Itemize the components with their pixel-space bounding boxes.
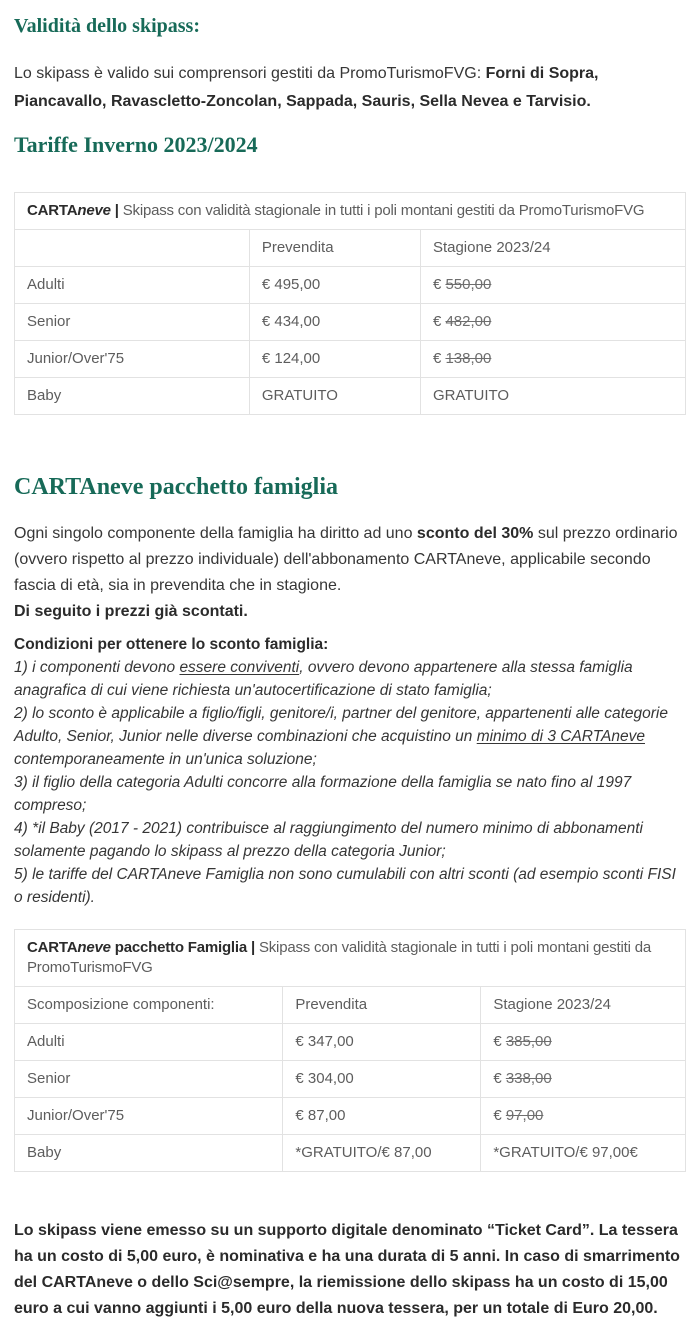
- stagione-cell: € 550,00: [420, 267, 685, 304]
- table-caption-row: [15, 193, 686, 230]
- season-heading: Tariffe Inverno 2023/2024: [14, 132, 258, 157]
- underlined-text: minimo di 3 CARTAneve: [476, 728, 645, 745]
- column-header-category: Scomposizione componenti:: [15, 987, 283, 1024]
- condition-item: 3) il figlio della categoria Adulti concorre alla formazione della famiglia se nato fino al 1997 compreso;: [14, 774, 632, 814]
- prevendita-cell: GRATUITO: [249, 378, 420, 415]
- column-header-stagione: Stagione 2023/24: [481, 987, 686, 1024]
- stagione-cell: € 385,00: [481, 1024, 686, 1061]
- prevendita-cell: € 347,00: [283, 1024, 481, 1061]
- cartaneve-table-section: [14, 192, 686, 415]
- category-cell: Junior/Over'75: [15, 1098, 283, 1135]
- column-header-row: [15, 987, 686, 1024]
- table-row: [15, 1024, 686, 1061]
- stagione-cell: € 338,00: [481, 1061, 686, 1098]
- table-row: [15, 267, 686, 304]
- stagione-cell: € 138,00: [420, 341, 685, 378]
- ticket-card-note: Lo skipass viene emesso su un supporto digitale denominato “Ticket Card”. La tessera ha un costo di 5,00 euro, è nominativa e ha una durata di 5 anni. In caso di smarrimento del CARTAneve o dello Sci@sempre, la riemissione dello skipass ha un costo di 15,00 euro a cui vanno aggiunti i 5,00 euro della nuova tessera, per un totale di Euro 20,00.: [14, 1222, 680, 1317]
- table-row: [15, 1061, 686, 1098]
- category-cell: Adulti: [15, 267, 250, 304]
- stagione-cell: € 482,00: [420, 304, 685, 341]
- struck-price: 550,00: [445, 276, 492, 293]
- struck-price: 385,00: [505, 1033, 552, 1050]
- column-header-stagione: Stagione 2023/24: [420, 230, 685, 267]
- column-header-row: [15, 230, 686, 267]
- struck-price: 138,00: [445, 350, 492, 367]
- cartaneve-price-table: [14, 192, 686, 415]
- family-text-2: sul prezzo ordinario (ovvero rispetto al prezzo individuale) dell'abbonamento CARTAneve, applicabile secondo fascia di età, sia in prevendita che in stagione.: [14, 525, 678, 594]
- condition-item: 2) lo sconto è applicabile a figlio/figli, genitore/i, partner del genitore, appartenenti alle categorie Adulto, Senior, Junior nelle diverse combinazioni che acquistino un minimo di 3 CARTAneve contemporaneamente in un'unica soluzione;: [14, 705, 668, 768]
- struck-price: 338,00: [505, 1070, 552, 1087]
- column-header-category: [15, 230, 250, 267]
- stagione-cell: GRATUITO: [420, 378, 685, 415]
- struck-price: 482,00: [445, 313, 492, 330]
- category-cell: Senior: [15, 1061, 283, 1098]
- condition-item: 4) *il Baby (2017 - 2021) contribuisce al raggiungimento del numero minimo di abbonamenti solamente pagando lo skipass al prezzo della categoria Junior;: [14, 820, 643, 860]
- family-price-table: [14, 929, 686, 1172]
- condition-item: 5) le tariffe del CARTAneve Famiglia non sono cumulabili con altri sconti (ad esempio sconti FISI o residenti).: [14, 866, 676, 906]
- category-cell: Baby: [15, 378, 250, 415]
- table-brand: CARTAneve |: [27, 202, 123, 219]
- validity-heading: Validità dello skipass:: [14, 15, 200, 37]
- family-heading: CARTAneve pacchetto famiglia: [14, 474, 338, 500]
- table-caption: [15, 193, 686, 230]
- family-discount-bold: sconto del 30%: [416, 525, 534, 542]
- stagione-cell: € 97,00: [481, 1098, 686, 1135]
- column-header-prevendita: Prevendita: [283, 987, 481, 1024]
- category-cell: Adulti: [15, 1024, 283, 1061]
- struck-price: 97,00: [505, 1107, 544, 1124]
- stagione-cell: *GRATUITO/€ 97,00€: [481, 1135, 686, 1172]
- table-row: [15, 1135, 686, 1172]
- family-paragraph: [14, 521, 686, 625]
- intro-resorts-bold: Forni di Sopra, Piancavallo, Ravascletto-Zoncolan, Sappada, Sauris, Sella Nevea e Tarvisio.: [14, 65, 599, 110]
- table-caption-rest: Skipass con validità stagionale in tutti i poli montani gestiti da PromoTurismoFVG: [122, 202, 645, 219]
- table-caption-row: [15, 930, 686, 987]
- family-text-1: Ogni singolo componente della famiglia ha diritto ad uno: [14, 525, 417, 542]
- conditions-block: [14, 633, 686, 909]
- intro-paragraph: [14, 60, 686, 116]
- table-row: [15, 341, 686, 378]
- underlined-text: essere conviventi: [179, 659, 300, 676]
- category-cell: Junior/Over'75: [15, 341, 250, 378]
- category-cell: Baby: [15, 1135, 283, 1172]
- prevendita-cell: *GRATUITO/€ 87,00: [283, 1135, 481, 1172]
- conditions-title: Condizioni per ottenere lo sconto famiglia:: [14, 636, 329, 653]
- intro-text: Lo skipass è valido sui comprensori gestiti da PromoTurismoFVG:: [14, 65, 486, 82]
- category-cell: Senior: [15, 304, 250, 341]
- table-caption-rest: Skipass con validità stagionale in tutti i poli montani gestiti da PromoTurismoFVG: [27, 939, 651, 976]
- table-row: [15, 304, 686, 341]
- family-prices-note-bold: Di seguito i prezzi già scontati.: [14, 603, 248, 620]
- table-caption: [15, 930, 686, 987]
- table-row: [15, 1098, 686, 1135]
- prevendita-cell: € 434,00: [249, 304, 420, 341]
- prevendita-cell: € 495,00: [249, 267, 420, 304]
- family-table-section: [14, 929, 686, 1172]
- prevendita-cell: € 304,00: [283, 1061, 481, 1098]
- prevendita-cell: € 124,00: [249, 341, 420, 378]
- prevendita-cell: € 87,00: [283, 1098, 481, 1135]
- table-row: [15, 378, 686, 415]
- table-brand: CARTAneve pacchetto Famiglia |: [27, 939, 259, 956]
- column-header-prevendita: Prevendita: [249, 230, 420, 267]
- condition-item: 1) i componenti devono essere conviventi, ovvero devono appartenere alla stessa famiglia anagrafica di cui viene richiesta un'autocertificazione di stato famiglia;: [14, 659, 633, 699]
